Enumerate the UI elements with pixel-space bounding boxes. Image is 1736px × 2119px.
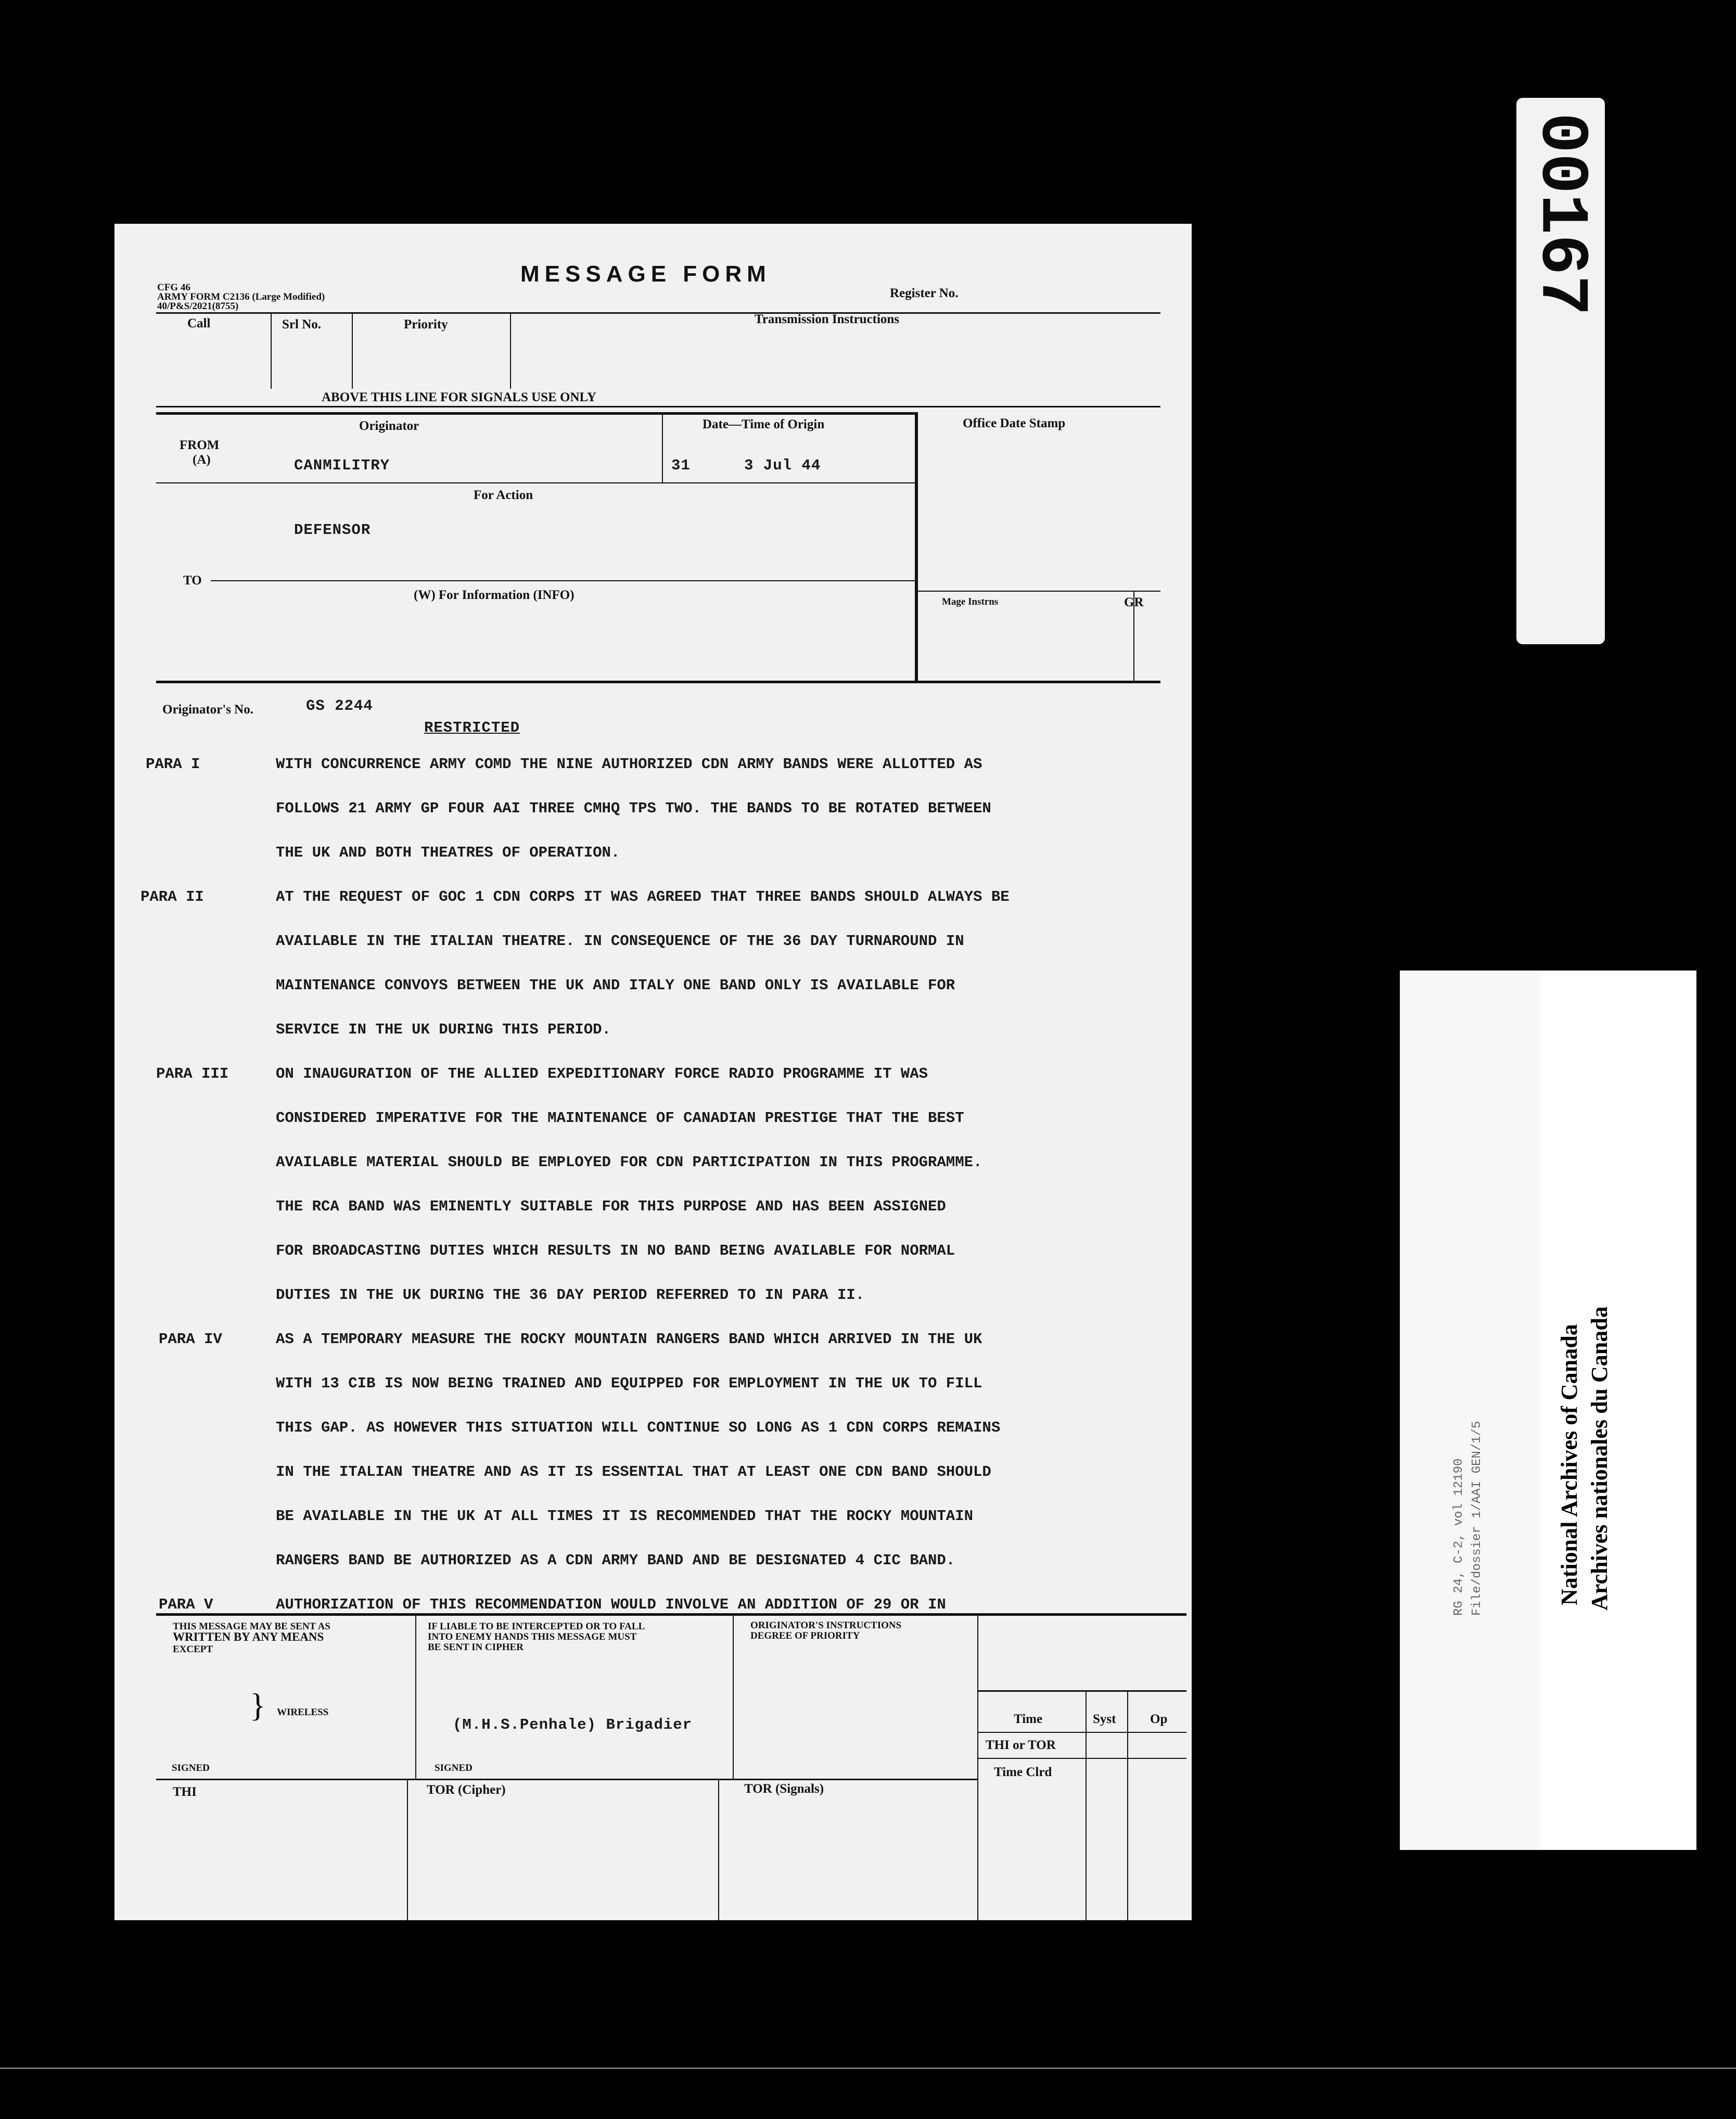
orig-instructions-1: ORIGINATOR'S INSTRUCTIONS <box>750 1620 902 1631</box>
register-no-label: Register No. <box>890 286 959 300</box>
thi-label: THI <box>173 1785 197 1799</box>
para-label: PARA V <box>159 1596 213 1613</box>
gr-label: GR <box>1124 595 1144 609</box>
body-line: CONSIDERED IMPERATIVE FOR THE MAINTENANCE OF CANADIAN PRESTIGE THAT THE BEST <box>276 1109 964 1127</box>
may-be-sent-3: EXCEPT <box>173 1644 213 1655</box>
rule <box>156 412 916 415</box>
originators-no-value: GS 2244 <box>306 697 373 714</box>
body-line: AT THE REQUEST OF GOC 1 CDN CORPS IT WAS AGREED THAT THREE BANDS SHOULD ALWAYS BE <box>276 888 1010 905</box>
rule <box>211 580 916 581</box>
brace: } <box>250 1687 266 1724</box>
date-time-label: Date—Time of Origin <box>703 417 825 431</box>
body-line: SERVICE IN THE UK DURING THIS PERIOD. <box>276 1021 611 1038</box>
body-line: WITH 13 CIB IS NOW BEING TRAINED AND EQUIPPED FOR EMPLOYMENT IN THE UK TO FILL <box>276 1375 982 1392</box>
wireless-label: WIRELESS <box>277 1707 329 1718</box>
body-line: WITH CONCURRENCE ARMY COMD THE NINE AUTHORIZED CDN ARMY BANDS WERE ALLOTTED AS <box>276 756 982 773</box>
mage-instrns-label: Mage Instrns <box>942 596 999 607</box>
form-ref-2: ARMY FORM C2136 (Large Modified) <box>157 291 325 302</box>
body-line: AVAILABLE MATERIAL SHOULD BE EMPLOYED FOR CDN PARTICIPATION IN THIS PROGRAMME. <box>276 1154 982 1171</box>
rule <box>156 1613 1186 1616</box>
rule <box>271 313 272 389</box>
form-ref-3: 40/P&S/2021(8755) <box>157 301 239 312</box>
frame-digit: 00167 <box>1522 112 1599 316</box>
rule <box>156 1779 978 1780</box>
archive-reference-label <box>1400 971 1540 1850</box>
rule <box>978 1732 1186 1733</box>
rule <box>733 1615 734 1780</box>
syst-label: Syst <box>1093 1712 1116 1726</box>
signed-label-2: SIGNED <box>435 1763 473 1773</box>
signed-label-1: SIGNED <box>172 1763 210 1773</box>
rule <box>352 313 353 389</box>
rule <box>156 482 916 483</box>
for-information-label: (W) For Information (INFO) <box>414 588 575 602</box>
rule <box>718 1780 719 1920</box>
time-label: Time <box>1014 1712 1043 1726</box>
op-label: Op <box>1150 1712 1168 1726</box>
cipher-note-1: IF LIABLE TO BE INTERCEPTED OR TO FALL <box>428 1621 645 1632</box>
transmission-instructions-label: Transmission Instructions <box>755 312 900 326</box>
body-line: FOLLOWS 21 ARMY GP FOUR AAI THREE CMHQ TPS TWO. THE BANDS TO BE ROTATED BETWEEN <box>276 800 991 817</box>
body-line: THIS GAP. AS HOWEVER THIS SITUATION WILL CONTINUE SO LONG AS 1 CDN CORPS REMAINS <box>276 1419 1001 1436</box>
body-line: AS A TEMPORARY MEASURE THE ROCKY MOUNTAIN RANGERS BAND WHICH ARRIVED IN THE UK <box>276 1331 982 1348</box>
body-line: AUTHORIZATION OF THIS RECOMMENDATION WOULD INVOLVE AN ADDITION OF 29 OR IN <box>276 1596 946 1613</box>
rule <box>1127 1691 1128 1920</box>
body-line: THE UK AND BOTH THEATRES OF OPERATION. <box>276 844 620 861</box>
for-action-label: For Action <box>474 488 533 502</box>
body-line: FOR BROADCASTING DUTIES WHICH RESULTS IN NO BAND BEING AVAILABLE FOR NORMAL <box>276 1242 955 1259</box>
call-label: Call <box>187 316 211 330</box>
institution-fr: Archives nationales du Canada <box>1587 1306 1612 1611</box>
rule <box>915 412 918 683</box>
reference-line-1: RG 24, C-2, vol 12190 <box>1452 1458 1466 1616</box>
rule <box>978 1758 1186 1759</box>
form-ref-1: CFG 46 <box>157 282 190 293</box>
rule <box>156 312 1160 314</box>
body-line: ON INAUGURATION OF THE ALLIED EXPEDITIONARY FORCE RADIO PROGRAMME IT WAS <box>276 1065 928 1082</box>
body-line: AVAILABLE IN THE ITALIAN THEATRE. IN CONSEQUENCE OF THE 36 DAY TURNAROUND IN <box>276 933 964 950</box>
body-line: BE AVAILABLE IN THE UK AT ALL TIMES IT IS RECOMMENDED THAT THE ROCKY MOUNTAIN <box>276 1508 974 1525</box>
rule <box>978 1690 1186 1692</box>
para-label: PARA II <box>141 888 204 905</box>
form-title: MESSAGE FORM <box>520 261 771 287</box>
tor-signals-label: TOR (Signals) <box>744 1782 824 1796</box>
rule <box>156 406 1160 407</box>
orig-instructions-2: DEGREE OF PRIORITY <box>750 1630 860 1641</box>
tor-cipher-label: TOR (Cipher) <box>427 1783 506 1797</box>
body-line: MAINTENANCE CONVOYS BETWEEN THE UK AND ITALY ONE BAND ONLY IS AVAILABLE FOR <box>276 977 955 994</box>
for-action-value: DEFENSOR <box>294 521 371 539</box>
body-line: DUTIES IN THE UK DURING THE 36 DAY PERIOD REFERRED TO IN PARA II. <box>276 1286 865 1304</box>
body-line: IN THE ITALIAN THEATRE AND AS IT IS ESSENTIAL THAT AT LEAST ONE CDN BAND SHOULD <box>276 1463 991 1480</box>
institution-en: National Archives of Canada <box>1556 1324 1582 1605</box>
archive-institution-label <box>1540 971 1696 1850</box>
rule <box>510 313 511 389</box>
date-value: 31 <box>671 457 691 474</box>
rule <box>977 1615 978 1920</box>
para-label: PARA III <box>156 1065 229 1082</box>
time-value: 3 Jul 44 <box>744 457 821 474</box>
cipher-note-3: BE SENT IN CIPHER <box>428 1642 524 1653</box>
reference-line-2: File/dossier 1/AAI GEN/1/5 <box>1470 1421 1484 1616</box>
signature-value: (M.H.S.Penhale) Brigadier <box>453 1716 693 1733</box>
originator-value: CANMILITRY <box>294 457 390 474</box>
may-be-sent-1: THIS MESSAGE MAY BE SENT AS <box>173 1621 330 1632</box>
para-label: PARA I <box>146 756 200 773</box>
body-line: RANGERS BAND BE AUTHORIZED AS A CDN ARMY BAND AND BE DESIGNATED 4 CIC BAND. <box>276 1552 955 1569</box>
cipher-note-2: INTO ENEMY HANDS THIS MESSAGE MUST <box>428 1631 637 1642</box>
from-label: FROM <box>180 438 220 452</box>
originators-no-label: Originator's No. <box>162 703 253 717</box>
from-sub-label: (A) <box>193 453 211 467</box>
may-be-sent-2: WRITTEN BY ANY MEANS <box>173 1630 324 1643</box>
body-line: THE RCA BAND WAS EMINENTLY SUITABLE FOR THIS PURPOSE AND HAS BEEN ASSIGNED <box>276 1198 946 1215</box>
srl-no-label: Srl No. <box>282 317 321 331</box>
rule <box>916 591 1160 592</box>
rule <box>415 1615 416 1780</box>
rule <box>1086 1691 1087 1920</box>
rule <box>156 681 1160 683</box>
rule <box>407 1780 408 1920</box>
frame-number-strip <box>1516 98 1605 644</box>
to-label: TO <box>183 573 202 588</box>
time-clrd-label: Time Clrd <box>994 1765 1052 1779</box>
originator-label: Originator <box>359 419 419 433</box>
para-label: PARA IV <box>159 1331 222 1348</box>
thi-or-tor-label: THI or TOR <box>986 1738 1056 1752</box>
office-date-stamp-label: Office Date Stamp <box>963 416 1066 430</box>
rule <box>662 414 663 483</box>
message-form <box>114 224 1192 1920</box>
signals-line-label: ABOVE THIS LINE FOR SIGNALS USE ONLY <box>322 390 596 404</box>
classification: RESTRICTED <box>424 719 520 736</box>
scan-edge-line <box>0 2067 1736 2069</box>
priority-label: Priority <box>404 317 448 331</box>
